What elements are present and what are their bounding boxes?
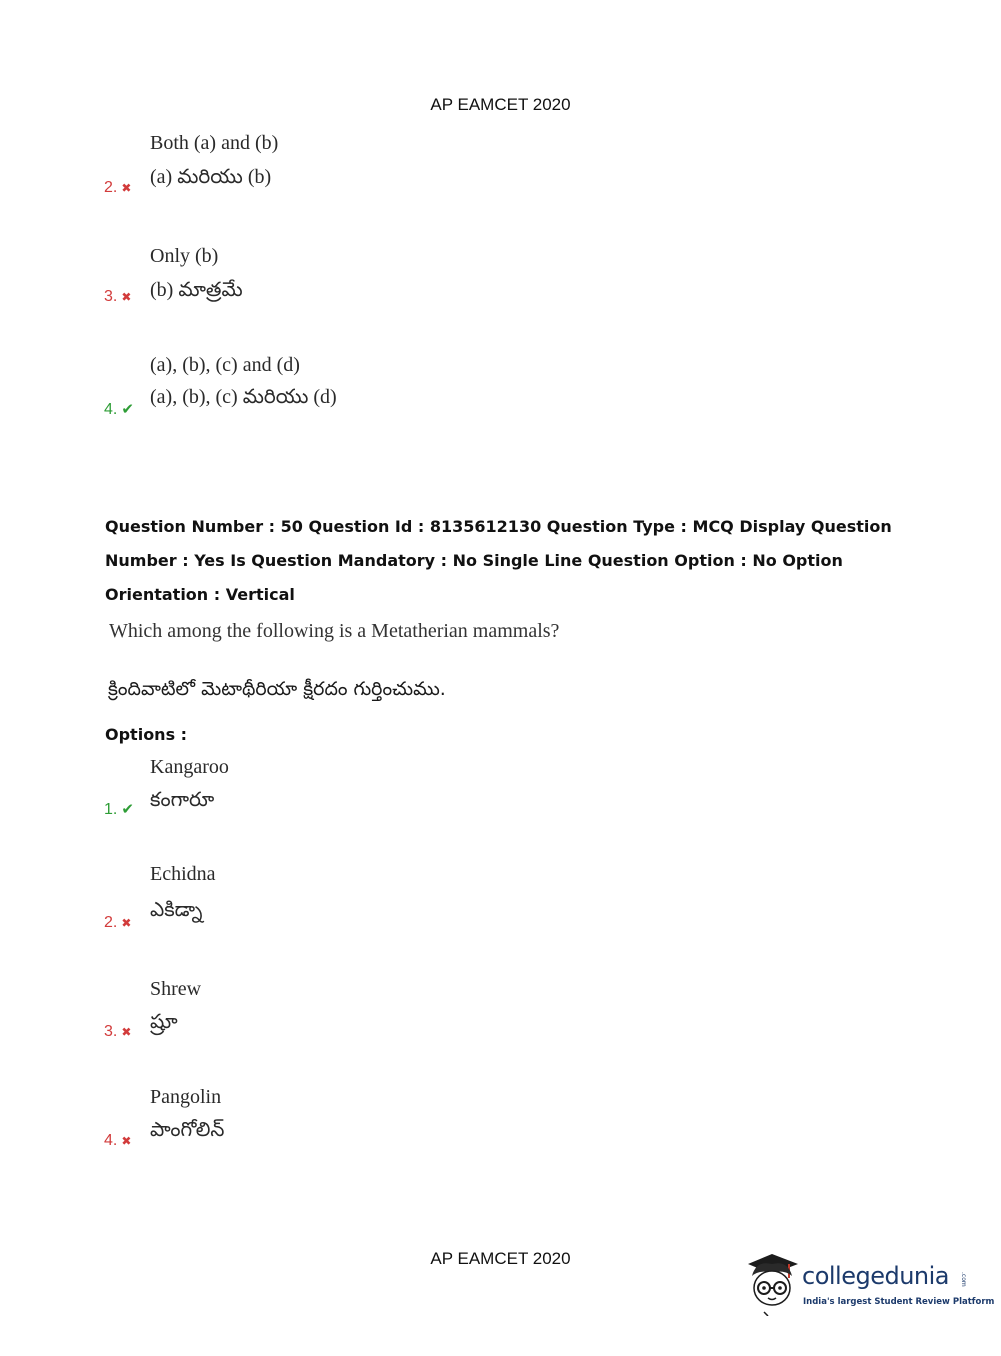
- question-meta-line-1: Question Number : 50 Question Id : 8135612130 Question Type : MCQ Display Question: [105, 517, 892, 536]
- check-icon: ✔: [121, 801, 134, 818]
- prev-option-2-telugu: (a) మరియు (b): [150, 166, 272, 188]
- question-text-telugu: క్రిందివాటిలో మెటాథీరియా క్షీరదం గుర్తించుము.: [108, 678, 446, 700]
- question-meta: [105, 510, 905, 612]
- cross-icon: ✖: [121, 1134, 132, 1148]
- option-1-english: Kangaroo: [150, 756, 229, 778]
- options-label: Options :: [105, 725, 188, 744]
- prev-option-3-english: Only (b): [150, 245, 219, 267]
- option-2-english: Echidna: [150, 863, 216, 885]
- question-text-english: Which among the following is a Metatherian mammals?: [109, 620, 560, 642]
- option-3-telugu: ష్రూ: [150, 1011, 178, 1033]
- logo-suffix: .com: [960, 1272, 967, 1287]
- page-footer: AP EAMCET 2020: [430, 1249, 571, 1268]
- cross-icon: ✖: [121, 181, 132, 195]
- question-meta-line-3: Orientation : Vertical: [105, 585, 295, 604]
- logo-tagline: India's largest Student Review Platform: [803, 1297, 995, 1307]
- prev-option-4-telugu: (a), (b), (c) మరియు (d): [150, 386, 337, 408]
- option-3-english: Shrew: [150, 978, 202, 1000]
- cross-icon: ✖: [121, 1025, 132, 1039]
- option-1-number: 1. ✔: [104, 801, 134, 818]
- option-2-number: 2. ✖: [104, 914, 132, 931]
- prev-option-2-number: 2. ✖: [104, 179, 132, 196]
- option-4-number: 4. ✖: [104, 1132, 132, 1149]
- page-header: AP EAMCET 2020: [430, 95, 571, 114]
- option-3-number: 3. ✖: [104, 1023, 132, 1040]
- mascot-icon: [742, 1246, 802, 1316]
- option-2-telugu: ఎకిడ్నా: [150, 899, 203, 921]
- option-4-english: Pangolin: [150, 1086, 222, 1108]
- option-1-telugu: కంగారూ: [150, 789, 215, 811]
- option-4-telugu: పాంగోలిన్: [150, 1119, 225, 1141]
- prev-option-3-number: 3. ✖: [104, 288, 132, 305]
- cross-icon: ✖: [121, 916, 132, 930]
- cross-icon: ✖: [121, 290, 132, 304]
- prev-option-2-english: Both (a) and (b): [150, 132, 279, 154]
- collegedunia-logo: [742, 1246, 995, 1316]
- logo-wordmark: collegedunia: [802, 1262, 950, 1290]
- check-icon: ✔: [121, 401, 134, 418]
- prev-option-4-number: 4. ✔: [104, 401, 134, 418]
- prev-option-4-english: (a), (b), (c) and (d): [150, 354, 300, 376]
- prev-option-3-telugu: (b) మాత్రమే: [150, 279, 243, 301]
- question-meta-line-2: Number : Yes Is Question Mandatory : No Single Line Question Option : No Option: [105, 551, 843, 570]
